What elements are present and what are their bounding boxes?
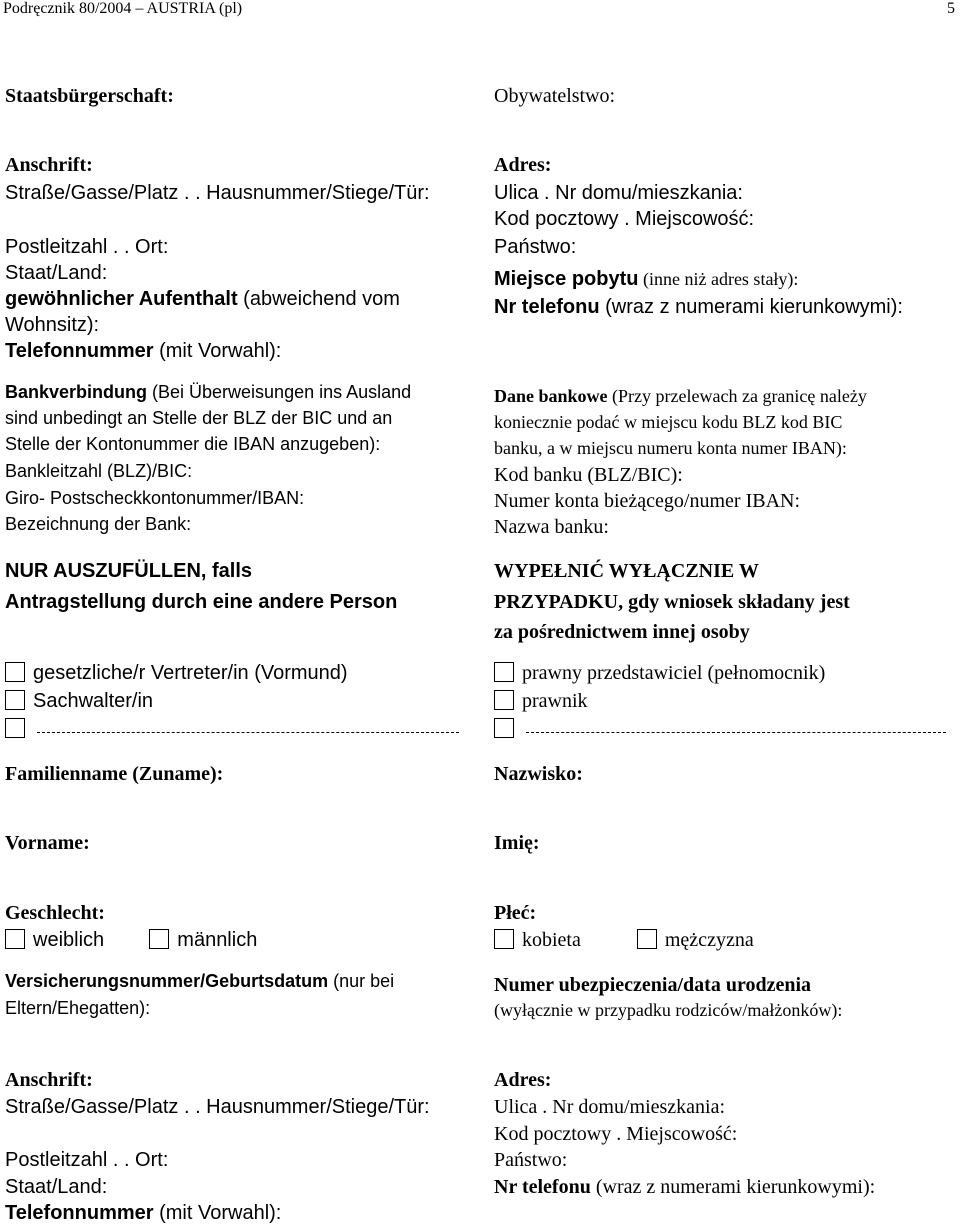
bank-note-line2-pl: koniecznie podać w miejscu kodu BLZ kod BIC (494, 412, 843, 432)
residence-label-de: gewöhnlicher Aufenthalt (abweichend vom (5, 288, 400, 310)
surname-label-pl: Nazwisko: (494, 763, 583, 785)
bank-note-line3-pl: banku, a w miejscu numeru konta numer IBAN): (494, 438, 847, 458)
checkbox[interactable] (5, 662, 25, 682)
street-label-pl: Ulica . Nr domu/mieszkania: (494, 182, 743, 204)
gender-label-de: Geschlecht: (5, 902, 105, 924)
phone2-label-pl: Nr telefonu (wraz z numerami kierunkowymi): (494, 1176, 876, 1198)
citizenship-label-de: Staatsbürgerschaft: (5, 85, 174, 107)
checkbox[interactable] (5, 929, 25, 949)
checkbox[interactable] (149, 929, 169, 949)
street-label-de: Straße/Gasse/Platz . . Hausnummer/Stiege/Tür: (5, 182, 430, 204)
street2-label-pl: Ulica . Nr domu/mieszkania: (494, 1096, 726, 1118)
residence-label-pl: Miejsce pobytu (inne niż adres stały): (494, 268, 799, 290)
running-header: Podręcznik 80/2004 – AUSTRIA (pl) (3, 0, 243, 17)
phone-label-pl: Nr telefonu (wraz z numerami kierunkowymi): (494, 296, 903, 318)
checkbox[interactable] (494, 718, 514, 738)
checkbox[interactable] (494, 690, 514, 710)
residence-label-cont-de: Wohnsitz): (5, 314, 100, 336)
postal-label-de: Postleitzahl . . Ort: (5, 236, 169, 258)
country2-label-de: Staat/Land: (5, 1176, 108, 1198)
gender-label-pl: Płeć: (494, 902, 537, 924)
account-label-pl: Numer konta bieżącego/numer IBAN: (494, 490, 801, 512)
phone-label-de: Telefonnummer (mit Vorwahl): (5, 340, 282, 362)
insurance-label-cont-de: Eltern/Ehegatten): (5, 998, 151, 1018)
country2-label-pl: Państwo: (494, 1149, 568, 1171)
option-other-pl[interactable] (494, 717, 946, 741)
checkbox[interactable] (494, 929, 514, 949)
option-legal-representative-de[interactable]: gesetzliche/r Vertreter/in (Vormund) (5, 661, 348, 685)
firstname-label-pl: Imię: (494, 832, 540, 854)
gender-male-de[interactable]: männlich (149, 929, 257, 951)
checkbox[interactable] (5, 718, 25, 738)
dotted-fill-line (526, 732, 946, 733)
street2-label-de: Straße/Gasse/Platz . . Hausnummer/Stiege/Tür: (5, 1096, 430, 1118)
bank-note-line2-de: sind unbedingt an Stelle der BLZ der BIC und an (5, 408, 393, 428)
gender-options-pl (494, 928, 754, 952)
option-guardian-de[interactable]: Sachwalter/in (5, 689, 153, 713)
page-number: 5 (947, 0, 955, 17)
bank-heading-de: Bankverbindung (Bei Überweisungen ins Ausland (5, 382, 412, 402)
dotted-fill-line (37, 732, 459, 733)
gender-female-pl[interactable]: kobieta (494, 929, 581, 951)
option-other-de[interactable] (5, 717, 459, 741)
insurance-label-pl: Numer ubezpieczenia/data urodzenia (494, 974, 812, 996)
address2-heading-pl: Adres: (494, 1069, 552, 1091)
insurance-label-cont-pl: (wyłącznie w przypadku rodziców/małżonków): (494, 1000, 843, 1020)
checkbox[interactable] (494, 662, 514, 682)
option-lawyer-pl[interactable]: prawnik (494, 689, 588, 713)
postal2-label-de: Postleitzahl . . Ort: (5, 1149, 169, 1171)
gender-male-pl[interactable]: mężczyzna (637, 929, 754, 951)
bank-note-line3-de: Stelle der Kontonummer die IBAN anzugeben): (5, 434, 381, 454)
insurance-label-de: Versicherungsnummer/Geburtsdatum (nur bei (5, 971, 395, 991)
checkbox[interactable] (637, 929, 657, 949)
only-if-line2-de: Antragstellung durch eine andere Person (5, 591, 398, 613)
address-heading-de: Anschrift: (5, 154, 93, 176)
bank-name-label-de: Bezeichnung der Bank: (5, 514, 192, 534)
firstname-label-de: Vorname: (5, 832, 90, 854)
postal2-label-pl: Kod pocztowy . Miejscowość: (494, 1123, 738, 1145)
gender-female-de[interactable]: weiblich (5, 929, 104, 951)
only-if-line1-de: NUR AUSZUFÜLLEN, falls (5, 560, 253, 582)
bank-name-label-pl: Nazwa banku: (494, 516, 609, 538)
phone2-label-de: Telefonnummer (mit Vorwahl): (5, 1202, 282, 1224)
only-if-line1-pl: WYPEŁNIĆ WYŁĄCZNIE W (494, 560, 759, 582)
bank-code-label-de: Bankleitzahl (BLZ)/BIC: (5, 461, 193, 481)
citizenship-label-pl: Obywatelstwo: (494, 85, 616, 107)
address2-heading-de: Anschrift: (5, 1069, 93, 1091)
option-legal-representative-pl[interactable]: prawny przedstawiciel (pełnomocnik) (494, 661, 825, 685)
bank-heading-pl: Dane bankowe (Przy przelewach za granicę należy (494, 386, 867, 406)
postal-label-pl: Kod pocztowy . Miejscowość: (494, 208, 755, 230)
country-label-pl: Państwo: (494, 236, 577, 258)
checkbox[interactable] (5, 690, 25, 710)
bank-code-label-pl: Kod banku (BLZ/BIC): (494, 464, 683, 486)
address-heading-pl: Adres: (494, 154, 552, 176)
only-if-line3-pl: za pośrednictwem innej osoby (494, 621, 750, 643)
surname-label-de: Familienname (Zuname): (5, 763, 224, 785)
gender-options-de (5, 928, 257, 952)
country-label-de: Staat/Land: (5, 262, 108, 284)
only-if-line2-pl: PRZYPADKU, gdy wniosek składany jest (494, 591, 850, 613)
account-label-de: Giro- Postscheckkontonummer/IBAN: (5, 488, 305, 508)
